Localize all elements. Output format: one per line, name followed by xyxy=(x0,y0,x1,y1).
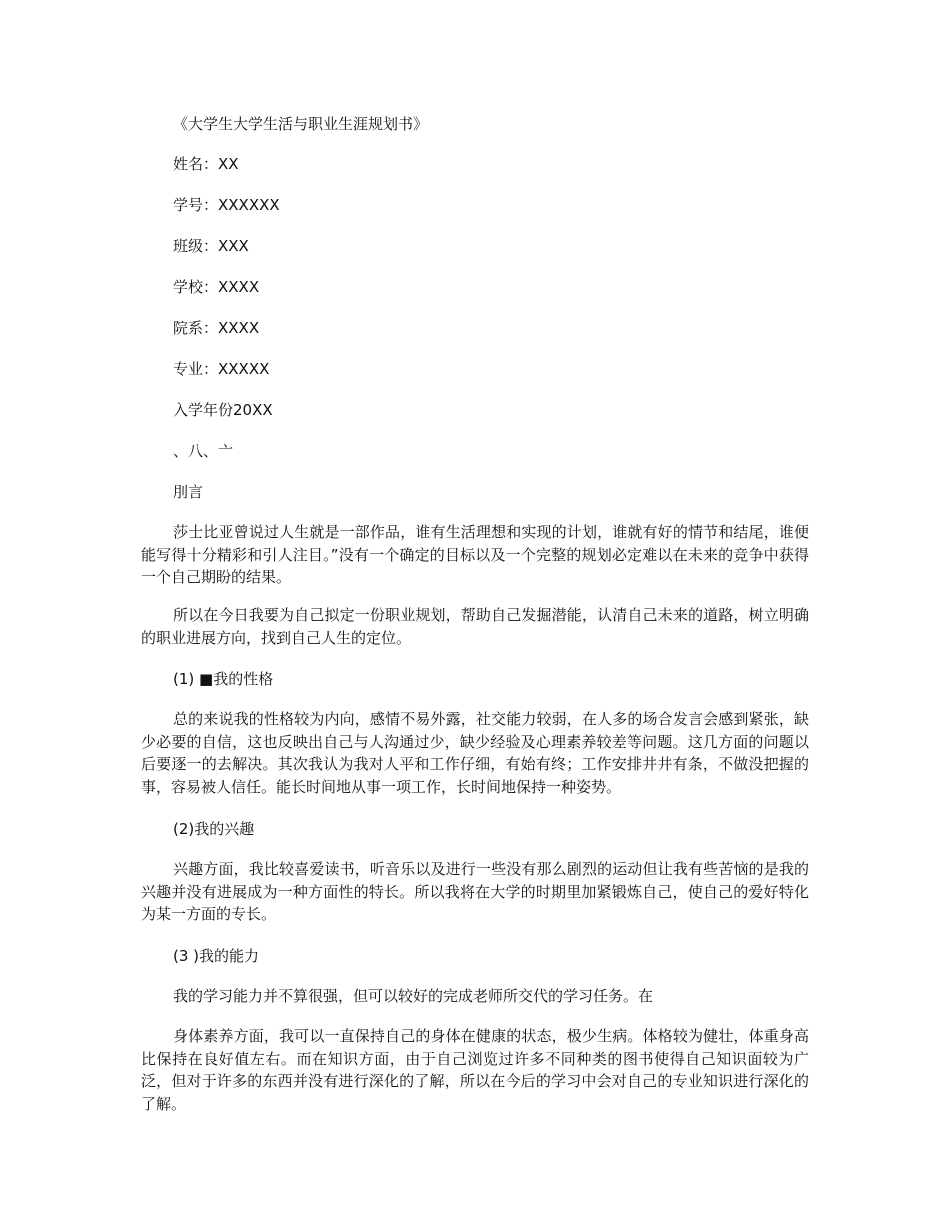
field-name: 姓名：XX xyxy=(173,155,239,173)
paragraph-shakespeare: 莎士比亚曾说过人生就是一部作品，谁有生活理想和实现的计划，谁就有好的情节和结尾，谁便能写得十分精彩和引人注目。”没有一个确定的目标以及一个完整的规划必定难以在未来的竞争中获得一个自己期盼的结果。 xyxy=(141,523,809,587)
section-heading-abilities: (3 )我的能力 xyxy=(173,947,260,965)
garbled-line: 、八、亠 xyxy=(173,442,234,460)
document-title: 《大学生大学生活与职业生涯规划书》 xyxy=(173,115,429,133)
field-class: 班级：XXX xyxy=(173,237,249,255)
paragraph-personality: 总的来说我的性格较为内向，感情不易外露，社交能力较弱，在人多的场合发言会感到紧张，缺少必要的自信，这也反映出自己与人沟通过少，缺少经验及心理素养较差等问题。这几方面的问题以后要逐一的去解决。其次我认为我对人平和工作仔细，有始有终；工作安排井井有条，不做没把握的事，容易被人信任。能长时间地从事一项工作，长时间地保持一种姿势。 xyxy=(141,710,809,796)
section-heading-personality: (1) ■我的性格 xyxy=(173,670,274,688)
preface-heading: 刖言 xyxy=(173,483,204,501)
abilities-intro-line: 我的学习能力并不算很强，但可以较好的完成老师所交代的学习任务。在 xyxy=(173,987,654,1005)
field-enrollment-year: 入学年份20XX xyxy=(173,401,273,419)
field-major: 专业：XXXXX xyxy=(173,360,270,378)
section-heading-interests: (2)我的兴趣 xyxy=(173,820,255,838)
paragraph-physical-knowledge: 身体素养方面，我可以一直保持自己的身体在健康的状态，极少生病。体格较为健壮，体重身高比保持在良好值左右。而在知识方面，由于自己浏览过许多不同种类的图书使得自己知识面较为广泛，但对于许多的东西并没有进行深化的了解，所以在今后的学习中会对自己的专业知识进行深化的了解。 xyxy=(141,1027,809,1113)
paragraph-career-plan: 所以在今日我要为自己拟定一份职业规划，帮助自己发掘潜能，认清自己未来的道路，树立明确的职业进展方向，找到自己人生的定位。 xyxy=(141,606,809,647)
field-student-id: 学号：XXXXXX xyxy=(173,196,280,214)
field-school: 学校：XXXX xyxy=(173,278,260,296)
paragraph-interests: 兴趣方面，我比较喜爱读书，听音乐以及进行一些没有那么剧烈的运动但让我有些苦恼的是我的兴趣并没有进展成为一种方面性的特长。所以我将在大学的时期里加紧锻炼自己，使自己的爱好特化为某一方面的专长。 xyxy=(141,860,809,924)
field-department: 院系：XXXX xyxy=(173,319,260,337)
